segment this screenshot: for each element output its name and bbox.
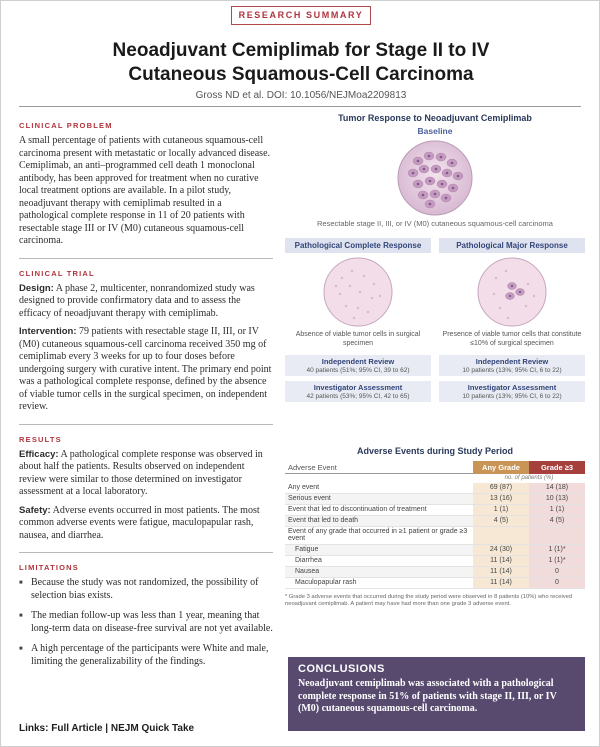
- section-divider: [19, 424, 273, 425]
- safety-text: Adverse events occurred in most patients. The most common adverse events were fatigue, maculopapular rash, nausea, and diarrhea.: [19, 504, 260, 541]
- header-divider: [19, 106, 581, 107]
- grade3-value: 14 (18): [529, 483, 585, 494]
- table-row: [285, 504, 585, 515]
- title-line-2: Cutaneous Squamous-Cell Carcinoma: [128, 64, 474, 85]
- panel-caption: Presence of viable tumor cells that constitute ≤10% of surgical specimen: [442, 331, 582, 347]
- intervention-paragraph: [19, 326, 273, 414]
- table-row: [285, 544, 585, 555]
- table-row: [285, 555, 585, 566]
- review-value: 42 patients (53%; 95% CI, 42 to 65): [306, 393, 410, 400]
- units-label: no. of patients (%): [504, 475, 554, 481]
- major-response-illustration: [476, 256, 548, 328]
- complete-response-illustration: [322, 256, 394, 328]
- panel-heading: Pathological Complete Response: [285, 238, 431, 253]
- table-row: [285, 515, 585, 526]
- event-label: Diarrhea: [285, 555, 473, 566]
- conclusions-box: [288, 657, 585, 731]
- review-box: [285, 381, 431, 402]
- any-grade-value: 11 (14): [473, 566, 529, 577]
- complete-response-image-wrap: [285, 256, 431, 328]
- grade3-value: 1 (1)*: [529, 544, 585, 555]
- table-header-row: [285, 461, 585, 474]
- research-summary-banner: RESEARCH SUMMARY: [231, 6, 371, 25]
- baseline-caption: Resectable stage II, III, or IV (M0) cutaneous squamous-cell carcinoma: [317, 219, 553, 228]
- limitations-section: [19, 561, 273, 668]
- baseline-label: Baseline: [417, 126, 453, 136]
- limitations-heading: LIMITATIONS: [19, 563, 79, 572]
- tumor-response-figure: [285, 113, 585, 402]
- grade3-value: 4 (5): [529, 515, 585, 526]
- limitation-item: ■ Because the study was not randomized, the possibility of selection bias exists.: [19, 577, 273, 602]
- adverse-events-section: [285, 446, 585, 609]
- figure-title: Tumor Response to Neoadjuvant Cemiplimab: [338, 113, 532, 123]
- safety-label: Safety:: [19, 504, 51, 516]
- baseline-tissue-illustration: [396, 139, 474, 217]
- limitations-list: [19, 577, 273, 668]
- review-box: [439, 355, 585, 376]
- event-label: Serious event: [285, 493, 473, 504]
- response-panels: [285, 238, 585, 402]
- any-grade-value: 11 (14): [473, 577, 529, 588]
- section-divider: [19, 258, 273, 259]
- review-value: 10 patients (13%; 95% CI, 6 to 22): [462, 393, 562, 400]
- grade3-value: 1 (1)*: [529, 555, 585, 566]
- table-row: [285, 483, 585, 494]
- clinical-problem-section: [19, 119, 273, 248]
- grade3-value: 10 (13): [529, 493, 585, 504]
- links-line[interactable]: Links: Full Article | NEJM Quick Take: [19, 723, 195, 734]
- baseline-image-wrap: [285, 139, 585, 217]
- efficacy-label: Efficacy:: [19, 448, 59, 460]
- any-grade-value: 11 (14): [473, 555, 529, 566]
- limitation-item: ■ A high percentage of the participants were White and male, limiting the generalizability of the findings.: [19, 643, 273, 668]
- any-grade-value: 13 (16): [473, 493, 529, 504]
- review-title: Independent Review: [475, 357, 549, 366]
- clinical-problem-text: A small percentage of patients with cutaneous squamous-cell carcinoma present with metastatic or locally advanced disease. Cemiplimab, an anti–programmed cell death 1 monoclonal antibody, has been approved for treatment when no curative local treatment options are available. In a pilot study, neoadjuvant therapy with cemiplimab resulted in a pathological complete response in 11 of 20 patients with resectable stage III or IV (M0) cutaneous squamous-cell carcinoma.: [19, 135, 271, 246]
- review-value: 10 patients (13%; 95% CI, 6 to 22): [462, 367, 562, 374]
- left-column: [19, 119, 273, 678]
- any-grade-value: 24 (30): [473, 544, 529, 555]
- authors-doi[interactable]: Gross ND et al. DOI: 10.1056/NEJMoa2209813: [195, 90, 407, 101]
- results-section: [19, 433, 273, 543]
- any-grade-value: 69 (87): [473, 483, 529, 494]
- units-spacer: [285, 474, 473, 483]
- column-header-any-grade: Any Grade: [473, 461, 529, 474]
- table-row: [285, 493, 585, 504]
- design-paragraph: [19, 283, 273, 321]
- table-row: [285, 577, 585, 588]
- conclusions-text: Neoadjuvant cemiplimab was associated with a pathological complete response in 51% of patients with stage II, III, or IV (M0) cutaneous squamous-cell carcinoma.: [298, 678, 557, 714]
- grade3-value: 0: [529, 577, 585, 588]
- any-grade-value: 4 (5): [473, 515, 529, 526]
- intervention-text: 79 patients with resectable stage II, III, or IV (M0) cutaneous squamous-cell carcinoma received 350 mg of cemiplimab every 3 weeks for up to four doses before undergoing surgery with curative intent. The primary end point was a pathological complete response, defined by the absence of viable tumor cells in the surgical specimen, on independent review.: [19, 326, 272, 412]
- table-row: [285, 526, 585, 544]
- adverse-events-footnote: * Grade 3 adverse events that occurred during the study period were observed in 8 patients (10%) who received neoadjuvant cemiplimab. A patient may have had more than one grade 3 adverse event.: [285, 593, 573, 607]
- intervention-label: Intervention:: [19, 326, 77, 337]
- panel-heading: Pathological Major Response: [439, 238, 585, 253]
- page-title: [1, 39, 600, 87]
- clinical-trial-section: [19, 267, 273, 414]
- grade3-value: 0: [529, 566, 585, 577]
- efficacy-paragraph: [19, 449, 273, 499]
- design-label: Design:: [19, 282, 54, 294]
- event-label: Event that led to discontinuation of treatment: [285, 504, 473, 515]
- clinical-trial-heading: CLINICAL TRIAL: [19, 268, 95, 278]
- panel-caption: Absence of viable tumor cells in surgical specimen: [295, 331, 421, 347]
- event-label: Nausea: [285, 566, 473, 577]
- review-box: [285, 355, 431, 376]
- review-value: 40 patients (51%; 95% CI, 39 to 62): [306, 367, 410, 374]
- column-header-event: Adverse Event: [285, 461, 473, 474]
- table-row: [285, 566, 585, 577]
- safety-paragraph: [19, 505, 273, 543]
- clinical-problem-heading: CLINICAL PROBLEM: [19, 121, 113, 130]
- grade3-value: [529, 526, 585, 544]
- efficacy-text: A pathological complete response was observed in about half the patients. Results observed on independent review were similar to those determined on investigator assessment at a local laboratory.: [19, 448, 263, 497]
- column-header-grade3: Grade ≥3: [529, 461, 585, 474]
- adverse-events-table: [285, 461, 585, 589]
- event-label: Fatigue: [285, 544, 473, 555]
- review-title: Investigator Assessment: [467, 383, 557, 392]
- design-text: A phase 2, multicenter, nonrandomized study was designed to provide confirmatory data and to assess the efficacy of neoadjuvant therapy with cemiplimab.: [19, 282, 255, 319]
- units-row: [285, 474, 585, 483]
- results-heading: RESULTS: [19, 434, 62, 444]
- section-divider: [19, 552, 273, 553]
- major-response-panel: [439, 238, 585, 402]
- adverse-events-title: Adverse Events during Study Period: [356, 446, 514, 456]
- limitation-item: ■ The median follow-up was less than 1 year, meaning that long-term data on disease-free survival are not yet available.: [19, 610, 273, 635]
- conclusions-heading: CONCLUSIONS: [298, 663, 385, 675]
- event-label: Any event: [285, 483, 473, 494]
- title-line-1: Neoadjuvant Cemiplimab for Stage II to IV: [112, 40, 490, 61]
- event-label: Event that led to death: [285, 515, 473, 526]
- any-grade-value: 1 (1): [473, 504, 529, 515]
- review-box: [439, 381, 585, 402]
- grade3-value: 1 (1): [529, 504, 585, 515]
- event-label: Event of any grade that occurred in ≥1 patient or grade ≥3 event: [285, 526, 473, 544]
- major-response-image-wrap: [439, 256, 585, 328]
- event-label: Maculopapular rash: [285, 577, 473, 588]
- review-title: Independent Review: [321, 357, 395, 366]
- review-title: Investigator Assessment: [313, 383, 403, 392]
- complete-response-panel: [285, 238, 431, 402]
- any-grade-value: [473, 526, 529, 544]
